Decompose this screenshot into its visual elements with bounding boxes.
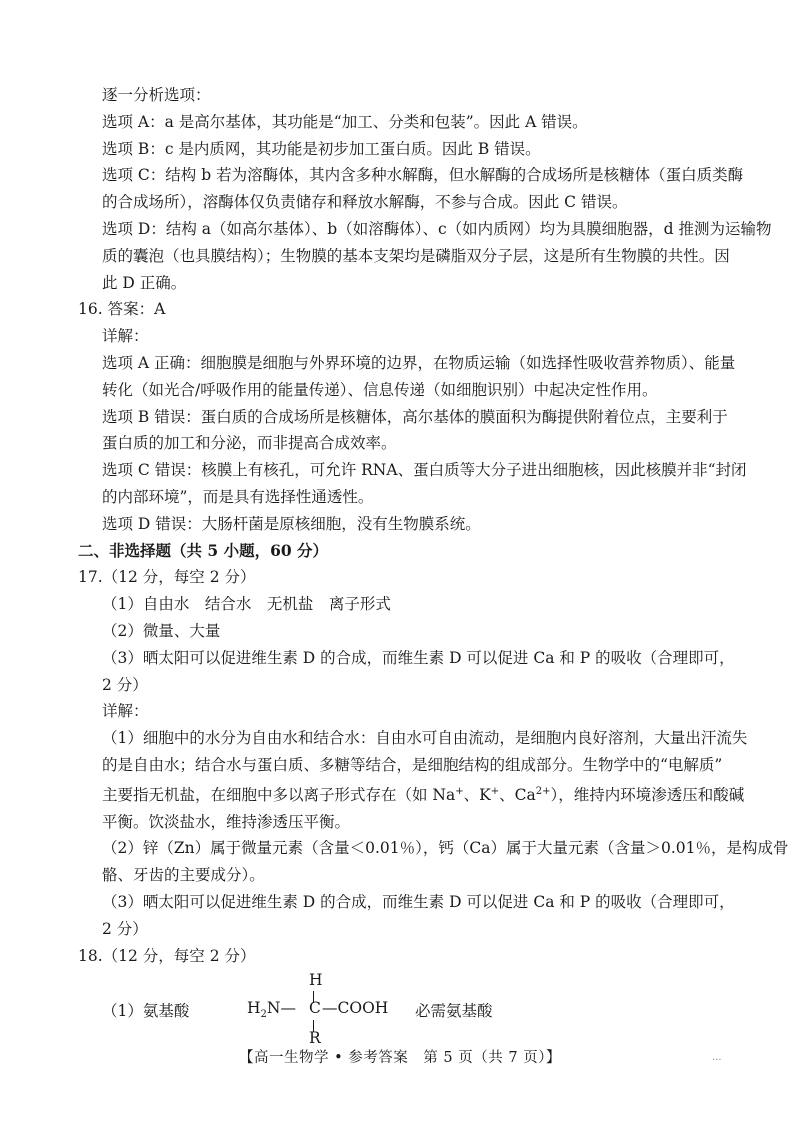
- footer-dots: ...: [712, 1052, 722, 1063]
- page-footer: 【高一生物学 • 参考答案 第 5 页（共 7 页）】: [239, 1050, 561, 1066]
- text-line: （2）微量、大量: [102, 621, 221, 640]
- text-line: 的内部环境”，而是具有选择性通透性。: [102, 487, 374, 506]
- formula-central-carbon: C: [309, 999, 321, 1018]
- formula-text: N—: [266, 999, 296, 1018]
- text-line: （1）细胞中的水分为自由水和结合水：自由水可自由流动，是细胞内良好溶剂，大量出汗流失: [102, 729, 748, 748]
- text-line: （3）晒太阳可以促进维生素 D 的合成，而维生素 D 可以促进 Ca 和 P 的吸收（合理即可，: [102, 648, 735, 667]
- formula-answer-essential: 必需氨基酸: [415, 1002, 493, 1021]
- text-line-ions: [78, 779, 745, 809]
- text-line: 质的囊泡（也具膜结构）；生物膜的基本支架均是磷脂双分子层，这是所有生物膜的共性。因: [102, 246, 730, 265]
- text-line: 详解：: [102, 327, 149, 346]
- superscript: 2+: [535, 785, 551, 797]
- text-segment: ），维持内环境渗透压和酸碱: [550, 785, 745, 804]
- formula-subscript: 2: [260, 1009, 267, 1021]
- formula-label: （1）氨基酸: [102, 1002, 190, 1021]
- text-line: 逐一分析选项：: [102, 86, 211, 104]
- text-line: 的是自由水；结合水与蛋白质、多糖等结合，是细胞结构的组成部分。生物学中的“电解质”: [102, 755, 723, 774]
- text-line: 蛋白质的加工和分泌，而非提高合成效率。: [102, 434, 397, 453]
- text-line: 2 分）: [102, 675, 148, 694]
- text-line: 此 D 正确。: [102, 273, 187, 292]
- text-line: （1）自由水 结合水 无机盐 离子形式: [102, 595, 391, 614]
- text-line: 转化（如光合/呼吸作用的能量传递）、信息传递（如细胞识别）中起决定性作用。: [102, 380, 658, 399]
- question-17-header: 17.（12 分，每空 2 分）: [78, 568, 256, 587]
- section-heading: 二、非选择题（共 5 小题，60 分）: [78, 540, 329, 560]
- text-line: 骼、牙齿的主要成分）。: [102, 866, 265, 885]
- text-line: 平衡。饮淡盐水，维持渗透压平衡。: [102, 812, 351, 831]
- text-line: 选项 A：a 是高尔基体，其功能是“加工、分类和包装”。因此 A 错误。: [102, 112, 588, 131]
- text-line: 选项 D 错误：大肠杆菌是原核细胞，没有生物膜系统。: [102, 514, 481, 533]
- amino-acid-formula-row: [78, 971, 728, 1053]
- text-line: （2）锌（Zn）属于微量元素（含量＜0.01％），钙（Ca）属于大量元素（含量＞0.01％，是构成骨: [102, 839, 789, 858]
- formula-top-h: H: [309, 971, 323, 990]
- superscript: +: [490, 785, 500, 797]
- question-18-header: 18.（12 分，每空 2 分）: [78, 946, 256, 965]
- amino-acid-structural-formula: [247, 971, 406, 1053]
- question-16-answer: 16. 答案：A: [78, 300, 166, 319]
- text-line: 的合成场所），溶酶体仅负责储存和释放水解酶，不参与合成。因此 C 错误。: [102, 193, 628, 212]
- formula-carboxyl-group: —COOH: [322, 999, 389, 1018]
- page-content: [78, 82, 789, 1053]
- superscript: +: [455, 785, 464, 797]
- text-line: 详解：: [102, 702, 149, 721]
- text-line: 选项 C：结构 b 若为溶酶体，其内含多种水解酶，但水解酶的合成场所是核糖体（蛋白质类酶: [102, 166, 744, 185]
- text-line: （3）晒太阳可以促进维生素 D 的合成，而维生素 D 可以促进 Ca 和 P 的吸收（合理即可，: [102, 893, 735, 912]
- text-line: 选项 B：c 是内质网，其功能是初步加工蛋白质。因此 B 错误。: [102, 139, 541, 158]
- text-segment: 、K: [463, 785, 491, 804]
- text-line: 2 分）: [102, 919, 148, 938]
- text-line: 选项 A 正确：细胞膜是细胞与外界环境的边界，在物质运输（如选择性吸收营养物质）、能量: [102, 353, 736, 372]
- text-segment: 、Ca: [499, 785, 536, 804]
- text-segment: 主要指无机盐，在细胞中多以离子形式存在（如 Na: [102, 785, 456, 804]
- formula-amino-group: [247, 999, 296, 1020]
- text-line: 选项 D：结构 a（如高尔基体）、b（如溶酶体）、c（如内质网）均为具膜细胞器，d 推测为运输物: [102, 219, 772, 238]
- formula-text: H: [247, 999, 261, 1018]
- text-line: 选项 B 错误：蛋白质的合成场所是核糖体，高尔基体的膜面积为酶提供附着位点，主要利于: [102, 407, 728, 426]
- formula-r-group: R: [309, 1029, 321, 1048]
- text-line: 选项 C 错误：核膜上有核孔，可允许 RNA、蛋白质等大分子进出细胞核，因此核膜并非“封闭: [102, 461, 747, 480]
